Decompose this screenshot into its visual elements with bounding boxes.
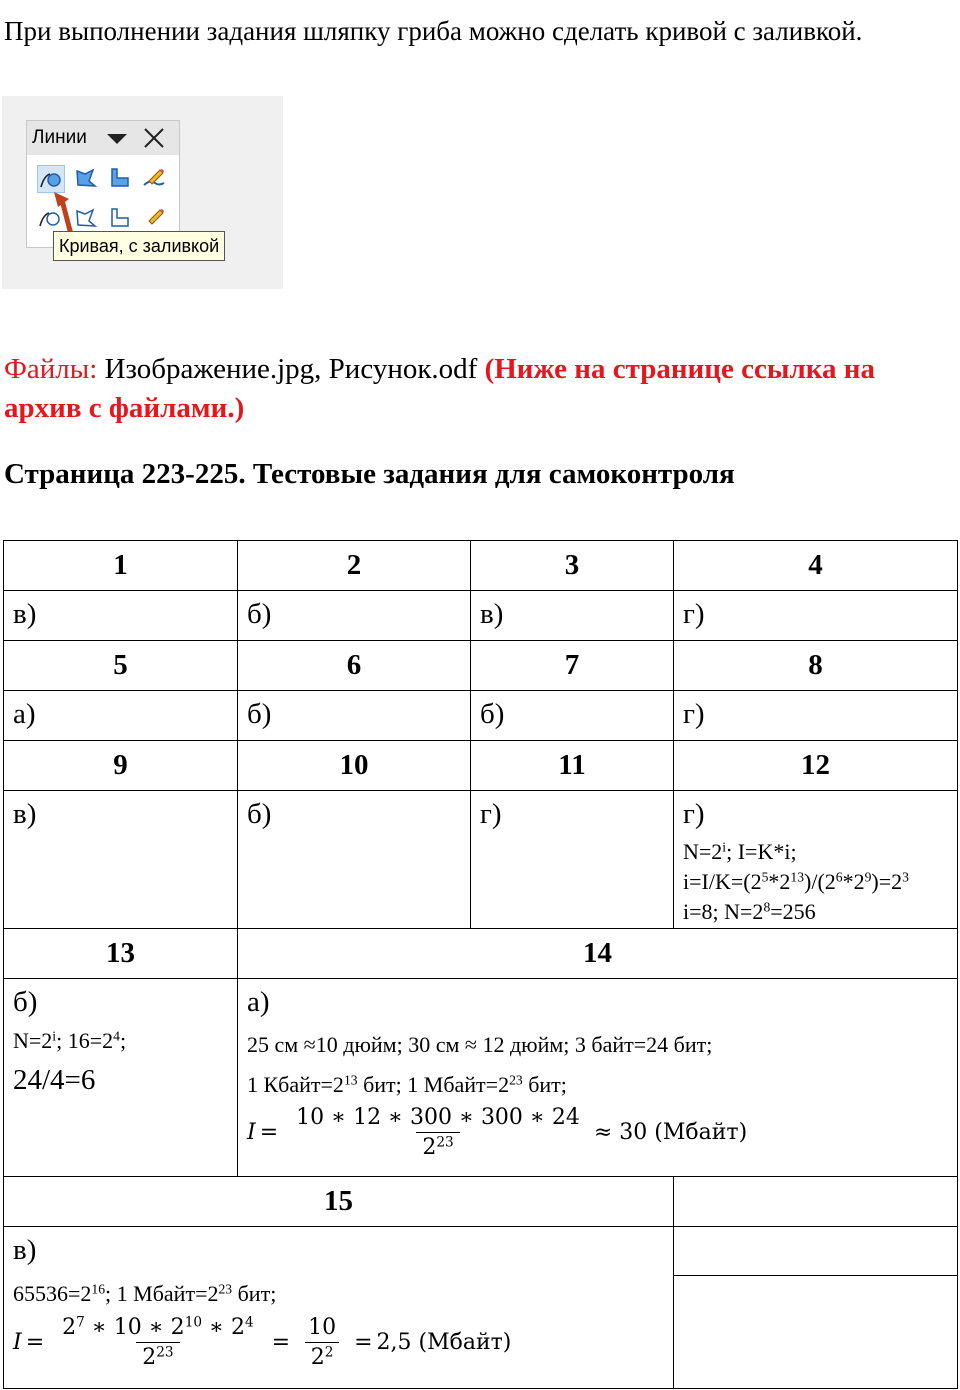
answer-cell <box>238 979 958 1177</box>
answer-letter: г) <box>480 798 502 830</box>
answer-cell <box>471 791 674 929</box>
solution-line: $i=I/K=(2^5*2^{13})/(2^6*2^9)=2^3$ <box>683 869 909 894</box>
answer-letter: в) <box>13 1234 37 1266</box>
answer-cell <box>674 791 958 929</box>
question-number: 9 <box>4 741 238 791</box>
solution-line: 24/4=6 <box>13 1064 96 1096</box>
answer-cell: г) <box>674 691 958 741</box>
question-number: 2 <box>238 541 471 591</box>
answer-cell: г) <box>674 591 958 641</box>
formula: I = $\frac{10 ∗ 12 ∗ 300 ∗ 300 ∗ 24}{2^{23}}$ ≈ 30 (Мбайт) <box>247 1105 748 1160</box>
answer-cell <box>238 791 471 929</box>
table-row <box>4 541 958 591</box>
answer-letter: б) <box>247 798 272 830</box>
files-label: Файлы: <box>4 353 98 385</box>
empty-cell <box>674 1276 958 1389</box>
table-row <box>4 791 958 929</box>
question-number: 11 <box>471 741 674 791</box>
table-row <box>4 979 958 1177</box>
files-line <box>4 350 954 428</box>
answer-cell <box>4 1227 674 1389</box>
answer-cell: б) <box>471 691 674 741</box>
answer-letter: а) <box>247 986 270 1018</box>
empty-cell <box>674 1227 958 1276</box>
files-names: Изображение.jpg, Рисунок.odf <box>104 353 478 385</box>
answer-letter: в) <box>13 798 37 830</box>
question-number: 13 <box>4 929 238 979</box>
question-number: 15 <box>4 1177 674 1227</box>
solution-line: i=8; $N=2^8=256$ <box>683 899 816 924</box>
answer-letter: б) <box>13 986 38 1018</box>
formula: I = $\frac{2^7 ∗ 10 ∗ 2^{10} ∗ 2^4}{2^{23}}$ = $\frac{10}{2^2}$ = 2,5 (Мбайт) <box>13 1314 512 1370</box>
empty-cell <box>674 1177 958 1227</box>
question-number: 14 <box>238 929 958 979</box>
question-number: 10 <box>238 741 471 791</box>
archive-note: (Ниже на странице ссылка на архив с файлами.) <box>4 353 875 424</box>
answer-cell: в) <box>471 591 674 641</box>
table-row <box>4 591 958 641</box>
question-number: 1 <box>4 541 238 591</box>
solution-line: $N=2^i$; I=K*i; <box>683 839 797 864</box>
answer-cell <box>4 979 238 1177</box>
answer-cell <box>4 791 238 929</box>
table-row <box>4 1227 958 1276</box>
answer-letter: г) <box>683 798 705 830</box>
solution-line: 1 $Кбайт=2^{13}$ бит; 1 $Мбайт=2^{23}$ бит; <box>247 1072 567 1097</box>
question-number: 3 <box>471 541 674 591</box>
solution-line: 25 см ≈10 дюйм; 30 см ≈ 12 дюйм; 3 байт=24 бит; <box>247 1032 713 1057</box>
toolbar-title: Линии <box>32 127 87 148</box>
table-row <box>4 929 958 979</box>
answer-cell: б) <box>238 691 471 741</box>
question-number: 12 <box>674 741 958 791</box>
question-number: 5 <box>4 641 238 691</box>
table-row <box>4 691 958 741</box>
page-title: Страница 223-225. Тестовые задания для самоконтроля <box>4 458 735 490</box>
answer-cell: а) <box>4 691 238 741</box>
table-row <box>4 741 958 791</box>
solution-line: $N=2^i$; $16=2^4$; <box>13 1028 127 1053</box>
solution-line: $65536=2^{16}$; 1 $Мбайт=2^{23}$ бит; <box>13 1281 277 1306</box>
intro-text: При выполнении задания шляпку гриба можно сделать кривой с заливкой. <box>4 16 863 46</box>
table-row <box>4 1177 958 1227</box>
answer-cell: б) <box>238 591 471 641</box>
table-row <box>4 641 958 691</box>
question-number: 6 <box>238 641 471 691</box>
toolbar-screenshot <box>2 96 283 289</box>
question-number: 8 <box>674 641 958 691</box>
answers-table <box>3 540 958 1389</box>
question-number: 4 <box>674 541 958 591</box>
question-number: 7 <box>471 641 674 691</box>
tooltip: Кривая, с заливкой <box>53 231 225 261</box>
answer-cell: в) <box>4 591 238 641</box>
